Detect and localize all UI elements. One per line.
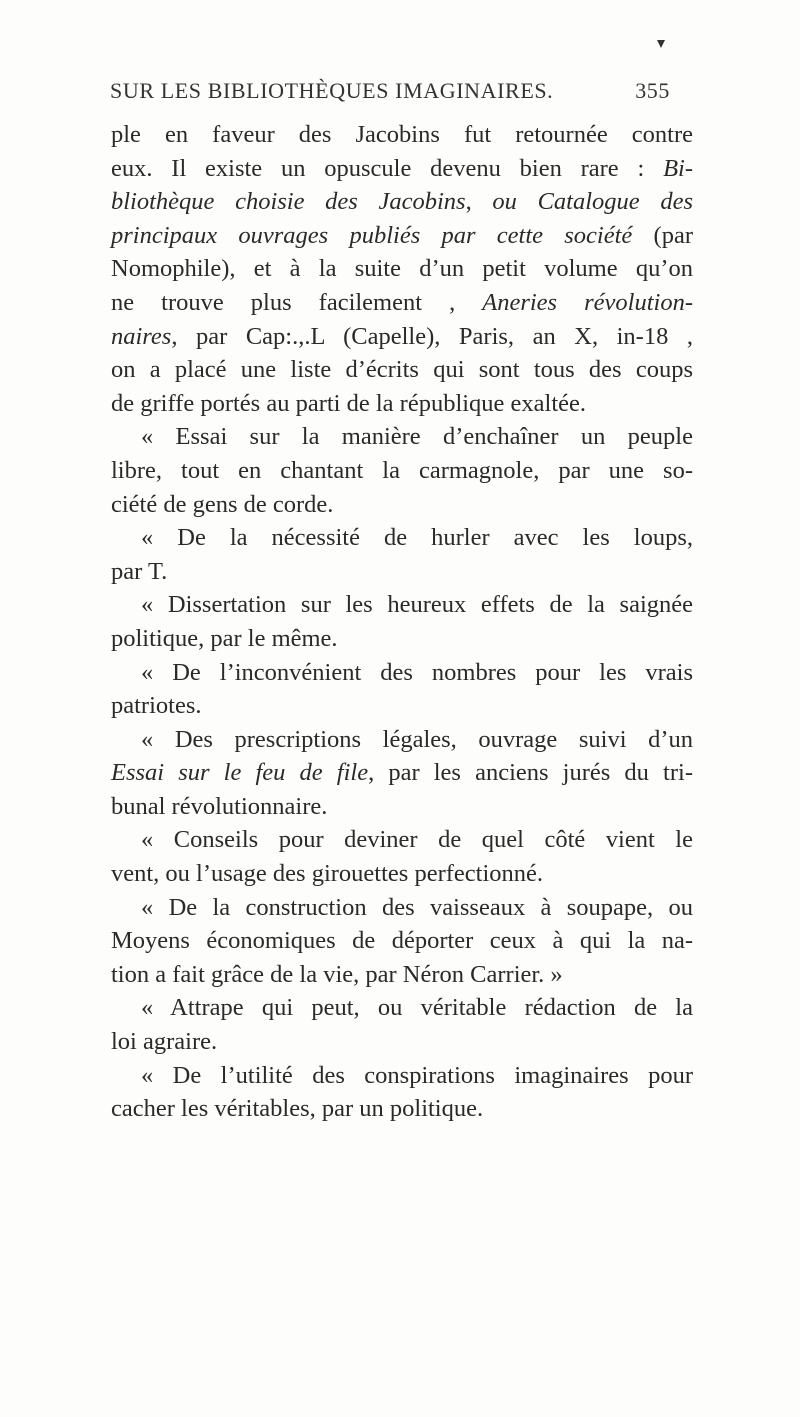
text-line bbox=[111, 454, 693, 488]
running-title: SUR LES BIBLIOTHÈQUES IMAGINAIRES. bbox=[110, 78, 554, 103]
italic-title-run: ou Catalogue des bbox=[492, 188, 693, 216]
text-line bbox=[111, 252, 693, 286]
text-run: « De la construction des vaisseaux à soupape, ou bbox=[141, 893, 693, 921]
italic-title-run: Aneries révolution- bbox=[482, 288, 693, 316]
text-run: ciété de gens de corde. bbox=[111, 490, 334, 518]
text-run: « Attrape qui peut, ou véritable rédaction de la bbox=[141, 994, 693, 1022]
running-head bbox=[110, 78, 670, 108]
text-run: de griffe portés au parti de la république exaltée. bbox=[111, 389, 587, 417]
catalogue-entry bbox=[111, 891, 693, 992]
text-line bbox=[111, 320, 693, 354]
text-line bbox=[111, 185, 693, 219]
text-line bbox=[111, 958, 693, 992]
page-number: 355 bbox=[635, 78, 670, 103]
catalogue-entry bbox=[111, 991, 693, 1058]
text-line bbox=[111, 588, 693, 622]
catalogue-entry bbox=[111, 420, 693, 521]
text-run: « De la nécessité de hurler avec les loups, bbox=[141, 524, 693, 552]
text-line bbox=[111, 924, 693, 958]
text-line bbox=[111, 756, 693, 790]
text-run: patriotes. bbox=[111, 692, 202, 720]
text-run: politique, par le même. bbox=[111, 624, 338, 652]
text-line bbox=[111, 689, 693, 723]
text-line bbox=[111, 353, 693, 387]
body-text bbox=[111, 118, 693, 1126]
italic-title-run: naires bbox=[111, 322, 172, 350]
text-line bbox=[111, 152, 693, 186]
text-run: , bbox=[465, 188, 493, 216]
text-line bbox=[111, 1025, 693, 1059]
text-run: , par Cap:.,.L (Capelle), Paris, an X, in-18 , bbox=[171, 322, 693, 350]
text-line bbox=[111, 488, 693, 522]
text-line bbox=[111, 857, 693, 891]
text-line bbox=[111, 891, 693, 925]
catalogue-entry bbox=[111, 588, 693, 655]
text-run: « De l’inconvénient des nombres pour les vrais bbox=[141, 658, 693, 686]
italic-title-run: bliothèque choisie des Jacobins bbox=[111, 188, 466, 216]
text-run: ne trouve plus facilement , bbox=[111, 288, 483, 316]
text-line bbox=[111, 219, 693, 253]
text-line bbox=[111, 387, 693, 421]
text-run: « De l’utilité des conspirations imaginaires pour bbox=[141, 1061, 693, 1089]
text-run: libre, tout en chantant la carmagnole, par une so- bbox=[111, 456, 693, 484]
text-line bbox=[111, 420, 693, 454]
text-run: vent, ou l’usage des girouettes perfectionné. bbox=[111, 860, 544, 888]
text-line bbox=[111, 555, 693, 589]
text-run: on a placé une liste d’écrits qui sont tous des coups bbox=[111, 356, 693, 384]
text-run: , par les anciens jurés du tri- bbox=[368, 759, 693, 787]
text-run: cacher les véritables, par un politique. bbox=[111, 1095, 484, 1123]
text-line bbox=[111, 790, 693, 824]
text-run: « Des prescriptions légales, ouvrage suivi d’un bbox=[141, 725, 693, 753]
text-line bbox=[111, 656, 693, 690]
catalogue-entry bbox=[111, 521, 693, 588]
catalogue-entry bbox=[111, 656, 693, 723]
italic-title-run: Bi- bbox=[663, 154, 693, 182]
italic-title-run: principaux ouvrages publiés par cette société bbox=[111, 221, 633, 249]
text-line bbox=[111, 286, 693, 320]
text-run: tion a fait grâce de la vie, par Néron Carrier. » bbox=[111, 960, 563, 988]
text-run: « Essai sur la manière d’enchaîner un peuple bbox=[141, 423, 693, 451]
italic-title-run: Essai sur le feu de file bbox=[111, 759, 369, 787]
text-run: eux. Il existe un opuscule devenu bien rare : bbox=[111, 154, 664, 182]
text-line bbox=[111, 991, 693, 1025]
catalogue-entry bbox=[111, 1059, 693, 1126]
text-line bbox=[111, 521, 693, 555]
text-run: bunal révolutionnaire. bbox=[111, 792, 328, 820]
text-run: « Conseils pour deviner de quel côté vient le bbox=[141, 826, 693, 854]
catalogue-entry bbox=[111, 823, 693, 890]
text-run: par T. bbox=[111, 557, 168, 585]
text-line bbox=[111, 1059, 693, 1093]
text-line bbox=[111, 118, 693, 152]
text-run: Nomophile), et à la suite d’un petit volume qu’on bbox=[111, 255, 693, 283]
catalogue-entry bbox=[111, 723, 693, 824]
text-run: « Dissertation sur les heureux effets de la saignée bbox=[141, 591, 693, 619]
text-run: (par bbox=[632, 221, 693, 249]
paragraph-continuation bbox=[111, 118, 693, 420]
text-line bbox=[111, 622, 693, 656]
text-run: Moyens économiques de déporter ceux à qui la na- bbox=[111, 927, 693, 955]
text-line bbox=[111, 1092, 693, 1126]
text-line bbox=[111, 723, 693, 757]
text-line bbox=[111, 823, 693, 857]
text-run: ple en faveur des Jacobins fut retournée contre bbox=[111, 121, 693, 148]
ink-spot-mark bbox=[657, 40, 665, 48]
text-run: loi agraire. bbox=[111, 1028, 218, 1056]
